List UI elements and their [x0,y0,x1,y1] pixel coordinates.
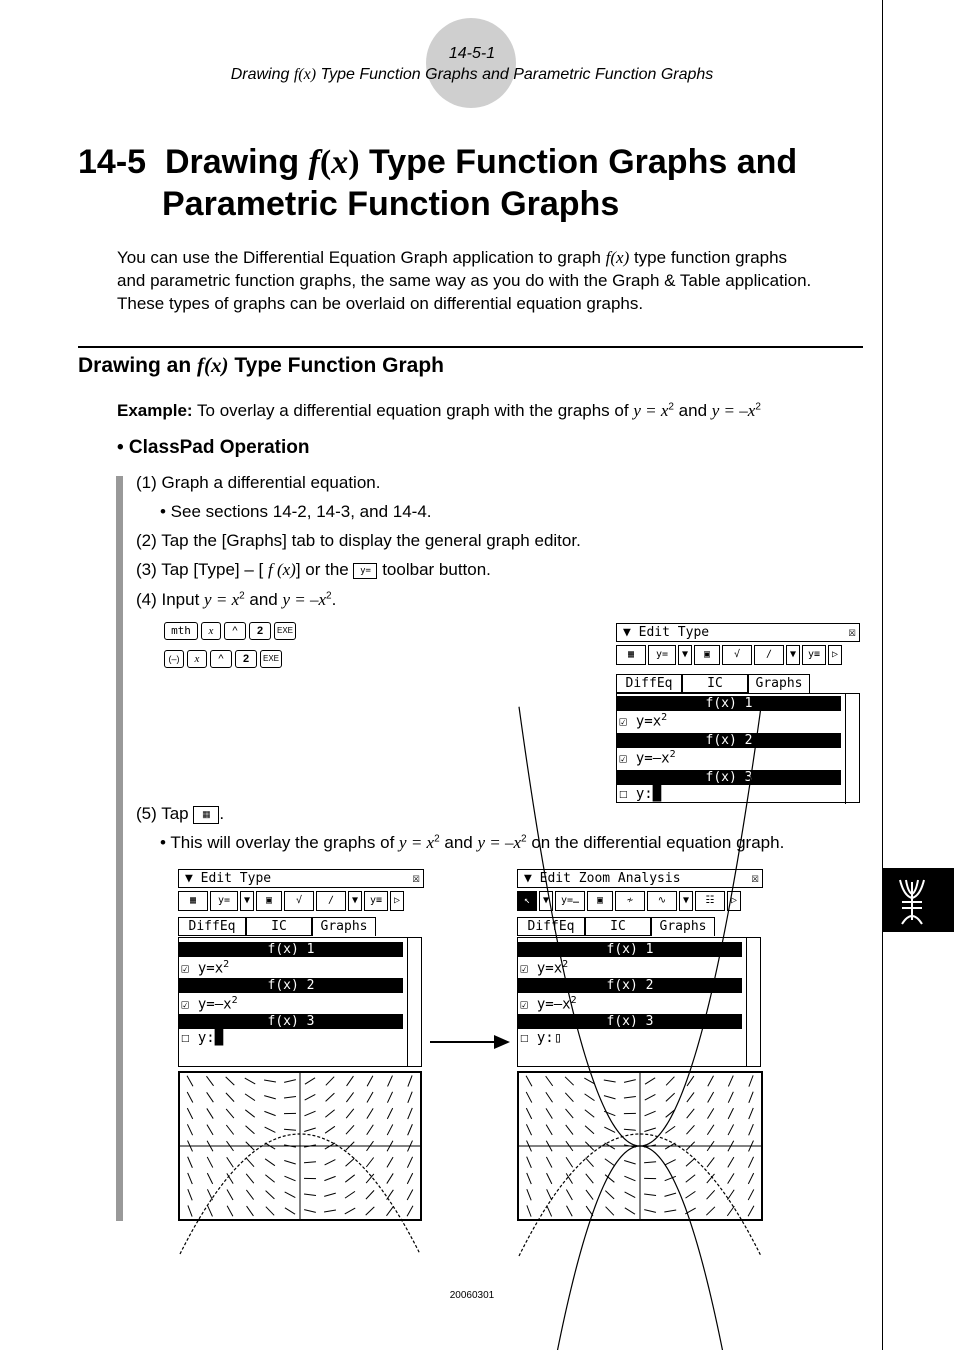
operation-side-bar [116,476,123,1221]
menu-arrow-icon[interactable]: ▼ [185,871,193,886]
fx1-header: f(x) 1 [179,942,403,957]
slope-mark [665,1160,676,1165]
editor-tabs [616,674,810,694]
graph-list [517,937,761,1067]
slope-mark [346,1109,354,1118]
header-running-title: Drawing f(x) Type Function Graphs and Parametric Function Graphs [230,66,714,83]
slope-mark [324,1176,335,1180]
slope-mark [728,1092,733,1103]
y-equals-button[interactable]: y=… [555,891,585,911]
slope-mark [325,1160,336,1165]
slope-mark [347,1076,354,1086]
slope-mark [345,1191,355,1198]
slope-mark [546,1076,553,1086]
example-line: Example: To overlay a differential equation graph with the graphs of $y = x^2$ and $y = -x^2$ [117,401,761,420]
dropdown-icon[interactable]: ▼ [678,645,692,665]
page-title-line1: 14-5 Drawing f(x) Type Function Graphs and [78,143,798,181]
slope-mark [749,1092,753,1103]
slope-field-graph[interactable] [178,1071,422,1221]
slope-mark [226,1125,233,1134]
slope-mark [387,1173,393,1183]
slope-mark [408,1108,413,1119]
slope-mark [707,1108,713,1118]
slope-mark [707,1174,715,1183]
fx3-row[interactable]: ☐ y:█ [619,786,662,802]
tab-ic[interactable]: IC [682,674,748,693]
fx1-header: f(x) 1 [617,696,841,711]
slope-mark [264,1111,275,1115]
step-5: (5) Tap ▦ . [136,804,225,823]
editor-tabs [517,917,715,937]
close-icon[interactable]: ☒ [751,871,759,886]
graph-list [178,937,422,1067]
slope-mark [367,1092,373,1102]
slope-mark [246,1158,254,1167]
x-key: x [187,650,207,668]
slope-mark [666,1093,675,1101]
slope-mark [284,1129,296,1130]
menu-bar: ▼ Edit Type ☒ [178,869,424,888]
zoom-box-icon[interactable]: ▣ [587,891,613,911]
slope-mark [526,1076,532,1086]
slope-mark [625,1192,636,1198]
tab-graphs[interactable]: Graphs [748,674,810,693]
fx2-header: f(x) 2 [179,978,403,993]
slope-mark [624,1097,636,1098]
slope-mark [585,1094,595,1101]
slope-mark [387,1108,392,1119]
slope-mark [526,1124,531,1135]
slope-mark [264,1096,276,1099]
mth-key: mth [164,622,198,640]
pointer-icon[interactable]: ↖ [517,891,537,911]
slope-mark [707,1190,715,1199]
slope-mark [624,1176,635,1181]
slope-mark [625,1208,635,1214]
slope-mark [304,1128,315,1132]
classpad-operation-heading: • ClassPad Operation [117,437,310,458]
fx3-header: f(x) 3 [617,770,841,785]
slope-mark [206,1076,213,1086]
slope-mark [325,1126,335,1133]
tab-graphs[interactable]: Graphs [312,917,376,936]
fx3-header: f(x) 3 [179,1014,403,1029]
slope-mark [546,1092,553,1102]
slope-mark [586,1158,594,1167]
toolbar [616,645,842,667]
slope-mark [346,1125,354,1134]
slope-mark [708,1092,714,1102]
footer-code: 20060301 [449,1290,495,1301]
slope-mark [188,1173,193,1184]
slope-mark [748,1189,754,1200]
slope-mark [246,1174,254,1183]
slope-mark [285,1208,295,1214]
slope-mark [585,1126,594,1134]
slope-mark [645,1078,655,1084]
fx3-header: f(x) 3 [518,1014,742,1029]
slope-mark [706,1207,715,1215]
slope-mark [565,1093,573,1102]
slope-mark [586,1190,593,1200]
slope-mark [748,1173,753,1184]
slope-mark [265,1159,275,1166]
y-equals-button[interactable]: y= [210,891,238,911]
slope-mark [547,1173,552,1184]
slope-mark [527,1173,532,1184]
slope-mark [686,1191,696,1198]
slope-mark [247,1206,254,1216]
fx2-header: f(x) 2 [518,978,742,993]
header-page-circle [426,18,516,108]
slope-mark [407,1157,412,1168]
power-key: ^ [224,622,246,640]
slope-mark [749,1108,754,1119]
slope-mark [227,1206,233,1217]
slope-mark [207,1125,213,1135]
slope-mark [246,1126,255,1134]
slope-mark [304,1111,315,1116]
y-equals-toolbar-button: y= [353,563,377,579]
slope-mark [226,1093,234,1102]
slope-mark [366,1190,374,1199]
slope-mark [605,1159,615,1166]
screen-before [178,869,424,1221]
slope-mark [547,1206,552,1217]
exe-key: EXE [274,622,296,640]
zoom-box-icon[interactable]: ▣ [694,645,720,665]
slope-mark [547,1189,552,1200]
header-page-number: 14-5-1 [448,45,496,62]
fx2-row[interactable]: ☑ $y=-x^2$ [520,995,577,1013]
tab-diffeq[interactable]: DiffEq [517,917,585,936]
slope-mark [188,1189,192,1200]
slope-mark [644,1210,656,1213]
slope-mark [606,1207,614,1216]
line-icon[interactable]: ∕ [754,645,784,665]
sqrt-icon[interactable]: √ [284,891,314,911]
slope-mark [407,1206,413,1216]
slope-mark [304,1194,316,1195]
dropdown-icon[interactable]: ▼ [240,891,254,911]
slope-mark [388,1076,393,1087]
dropdown-icon[interactable]: ▼ [539,891,553,911]
slope-mark [707,1157,714,1167]
slope-mark [644,1194,656,1195]
fx1-row[interactable]: ☑ $y=x^2$ [181,959,230,977]
key-sequence-1 [164,622,299,640]
slope-mark [266,1191,275,1199]
slope-mark [227,1157,234,1167]
fx2-header: f(x) 2 [617,733,841,748]
two-key: 2 [249,622,271,640]
slope-mark [387,1157,393,1167]
screen-after [517,869,763,1221]
slope-mark [284,1097,296,1098]
step-5-note: • This will overlay the graphs of $y = x^2$ and $y = -x^2$ on the differential equation graph. [160,833,785,852]
scrollbar[interactable] [407,938,421,1066]
slope-mark [245,1078,255,1084]
menu-bar: ▼ Edit Zoom Analysis ☒ [517,869,763,888]
slope-mark [284,1160,295,1164]
slope-mark [686,1158,695,1166]
toolbar [517,891,741,913]
fx1-row[interactable]: ☑ $y=x^2$ [619,712,668,730]
slope-mark [664,1210,676,1212]
slope-mark [226,1077,235,1085]
slope-mark [604,1127,615,1132]
fx1-header: f(x) 1 [518,942,742,957]
slope-mark [727,1190,734,1200]
menu-arrow-icon[interactable]: ▼ [524,871,532,886]
intro-paragraph: You can use the Differential Equation Graph application to graph f(x) type function graphs and parametric function graphs, the same way as you do with the Graph & Table application. These types of graphs can be overlaid on differential equation graphs. [117,248,812,313]
slope-mark [284,1080,296,1083]
section-title: Drawing an f(x) Type Function Graph [78,353,444,377]
slope-mark [546,1108,552,1118]
slope-mark [304,1162,316,1163]
line-icon[interactable]: ∕ [316,891,346,911]
slope-mark [728,1157,734,1167]
slope-mark [187,1124,192,1135]
slope-mark [566,1125,573,1135]
slope-mark [645,1094,656,1100]
sketch-icon[interactable]: ∿ [647,891,677,911]
slope-mark [326,1077,334,1086]
slope-mark [407,1189,413,1200]
slope-mark [546,1157,552,1168]
screen-step4 [616,623,862,802]
transition-arrow-icon [428,1032,514,1052]
slope-mark [749,1124,754,1135]
right-margin-rule [882,0,883,1350]
slope-mark [325,1110,334,1118]
dropdown-icon[interactable]: ▼ [786,645,800,665]
step-1-note: • See sections 14-2, 14-3, and 14-4. [160,502,432,521]
slope-mark [565,1077,574,1085]
slope-mark [346,1092,353,1102]
slope-mark [645,1111,656,1116]
slope-mark [207,1189,212,1200]
slope-mark [326,1093,335,1101]
graph-window-icon: ▦ [193,806,219,824]
page-title-line2: Parametric Function Graphs [162,185,620,223]
graph-window-icon[interactable]: ▦ [178,891,208,911]
chapter-side-tab [882,868,954,932]
slope-mark [324,1210,336,1212]
slope-mark [366,1158,373,1167]
slope-mark [407,1173,412,1184]
zoom-box-icon[interactable]: ▣ [256,891,282,911]
slope-mark [285,1192,296,1198]
diffeq-chapter-icon [882,868,954,932]
slope-mark [644,1128,655,1132]
dropdown-icon[interactable]: ▼ [679,891,693,911]
scroll-right-icon[interactable]: ▷ [390,891,404,911]
slope-mark [527,1189,531,1200]
slope-mark [727,1206,734,1216]
menu-arrow-icon[interactable]: ▼ [623,625,631,640]
slope-mark [188,1157,193,1168]
slope-field [180,1073,420,1219]
slope-mark [728,1173,734,1183]
scroll-right-icon[interactable]: ▷ [828,645,842,665]
slope-mark [728,1108,733,1119]
slope-mark [546,1125,552,1135]
key-sequence-2 [164,650,285,668]
slope-mark [266,1207,274,1216]
slope-mark [605,1191,614,1199]
slope-mark [264,1080,276,1082]
slope-mark [708,1076,714,1087]
slope-mark [687,1109,695,1118]
step-2: (2) Tap the [Graphs] tab to display the general graph editor. [136,531,581,550]
dropdown-icon[interactable]: ▼ [348,891,362,911]
tab-ic[interactable]: IC [246,917,312,936]
slope-mark [604,1080,616,1082]
menu-bar: ▼ Edit Type ☒ [616,623,860,642]
fx3-row[interactable]: ☐ y:▯ [520,1030,563,1046]
axes [180,1073,420,1219]
section-divider [78,346,863,348]
exe-key: EXE [260,650,282,668]
slope-mark [624,1129,636,1130]
slope-mark [728,1124,734,1135]
slope-mark [728,1076,733,1087]
slope-mark [188,1205,192,1216]
slope-mark [207,1092,214,1102]
toolbar [178,891,404,913]
slope-mark [567,1206,573,1217]
slope-mark [187,1108,192,1119]
slope-mark [749,1075,753,1086]
slope-mark [527,1205,531,1216]
fx3-row[interactable]: ☐ y:█ [181,1030,224,1046]
tab-ic[interactable]: IC [585,917,651,936]
slope-mark [666,1077,674,1086]
scrollbar[interactable] [845,694,859,804]
slope-mark [345,1175,354,1182]
graph-list [616,693,860,803]
fx2-row[interactable]: ☑ $y=-x^2$ [619,749,676,767]
slope-mark [304,1210,316,1213]
slope-mark [245,1110,254,1117]
step-4: (4) Input $y = x^2$ and $y = -x^2$. [136,590,337,609]
slope-mark [566,1157,573,1167]
scrollbar[interactable] [746,938,760,1066]
slope-mark [367,1108,373,1118]
slope-field-with-parabolas [519,1073,761,1219]
tab-graphs[interactable]: Graphs [651,917,715,936]
slope-mark [566,1109,574,1118]
slope-mark [207,1157,213,1168]
y-draw-icon[interactable]: y≡ [364,891,388,911]
slope-mark [664,1193,676,1196]
slope-mark [748,1157,753,1168]
slope-mark [624,1160,635,1164]
slope-mark [387,1124,393,1135]
y-equals-button[interactable]: y= [648,645,676,665]
sqrt-icon[interactable]: √ [722,645,752,665]
slope-mark [265,1175,274,1183]
y-draw-icon[interactable]: y≡ [802,645,826,665]
slope-mark [324,1193,336,1196]
slope-mark [387,1092,392,1103]
slope-mark [526,1092,532,1103]
slope-mark [265,1127,276,1132]
slope-mark [526,1108,531,1119]
slope-mark [284,1176,295,1181]
fx1-row[interactable]: ☑ $y=x^2$ [520,959,569,977]
slope-mark [207,1108,213,1118]
slope-mark [408,1092,412,1103]
slope-mark [527,1157,532,1168]
slope-mark [305,1078,315,1084]
slope-mark [208,1206,213,1217]
slope-mark [624,1080,636,1083]
slope-mark [366,1207,375,1215]
slope-mark [644,1162,656,1163]
slope-mark [187,1092,193,1103]
slope-mark [305,1094,316,1100]
slope-mark [586,1174,594,1183]
grid-icon[interactable]: ☷ [695,891,725,911]
x-key: x [201,622,221,640]
slope-mark [207,1173,212,1184]
two-key: 2 [235,650,257,668]
graph-window-icon[interactable]: ▦ [616,645,646,665]
slope-mark [686,1175,695,1182]
slope-mark [585,1110,594,1117]
tab-diffeq[interactable]: DiffEq [178,917,246,936]
slope-mark [245,1094,255,1101]
overlay-graph[interactable] [517,1071,763,1221]
close-icon[interactable]: ☒ [848,625,856,640]
scroll-right-icon[interactable]: ▷ [727,891,741,911]
slope-mark [687,1092,694,1102]
trace-icon[interactable]: ≁ [615,891,645,911]
editor-tabs [178,917,376,937]
slope-mark [345,1208,355,1214]
slope-mark [246,1190,253,1200]
step-1: (1) Graph a differential equation. [136,473,381,492]
slope-mark [604,1096,616,1099]
tab-diffeq[interactable]: DiffEq [616,674,682,693]
slope-mark [408,1124,413,1135]
slope-mark [566,1190,572,1200]
slope-mark [226,1109,234,1118]
slope-mark [665,1126,675,1133]
slope-mark [227,1190,233,1200]
power-key: ^ [210,650,232,668]
slope-mark [386,1206,393,1216]
slope-mark [707,1125,714,1135]
negative-key: (–) [164,650,184,668]
slope-mark [408,1075,412,1086]
close-icon[interactable]: ☒ [412,871,420,886]
slope-mark [748,1206,754,1216]
slope-mark [686,1125,694,1134]
slope-mark [346,1158,355,1166]
slope-mark [367,1125,374,1135]
step-3: (3) Tap [Type] – [ f (x)] or the y= toolbar button. [136,560,491,579]
slope-mark [367,1076,373,1087]
slope-mark [187,1076,193,1086]
fx2-row[interactable]: ☑ $y=-x^2$ [181,995,238,1013]
slope-mark [227,1173,233,1183]
